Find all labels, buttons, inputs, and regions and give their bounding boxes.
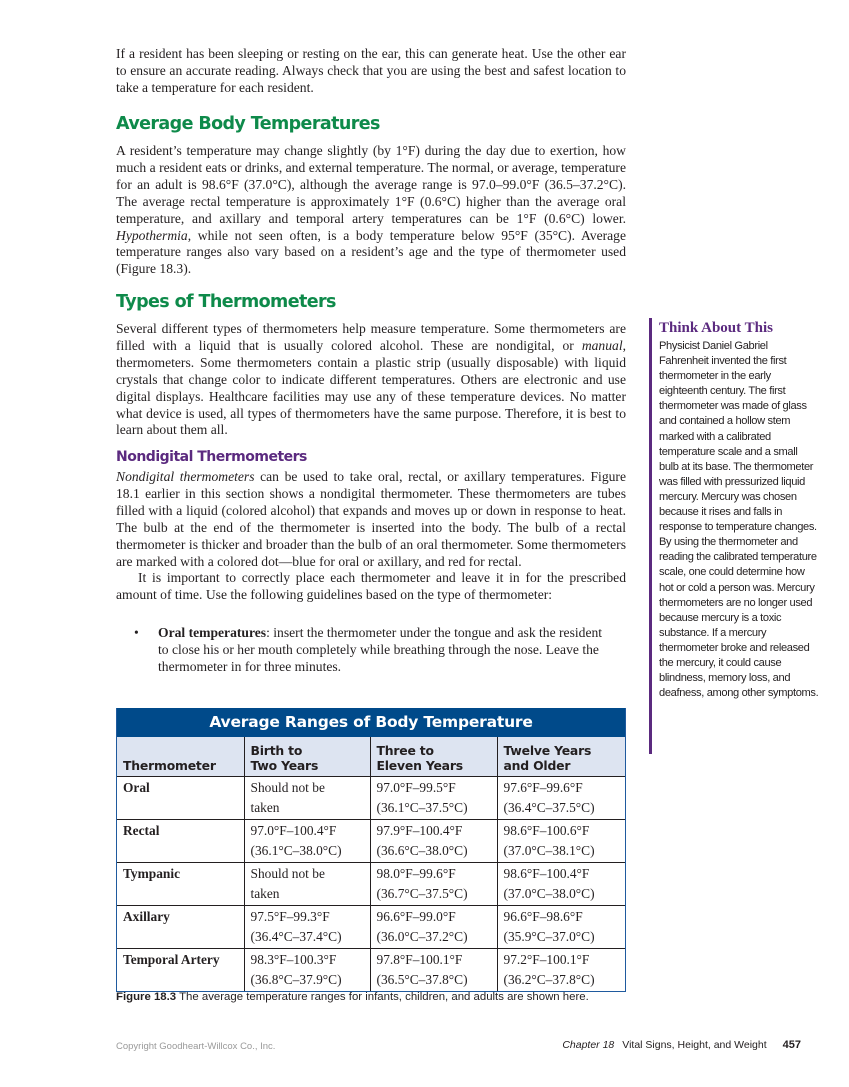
think-about-this-sidebar xyxy=(649,318,819,754)
cell-line-secondary: (36.2°C–37.8°C) xyxy=(503,972,595,987)
cell-line-primary: 97.9°F–100.4°F xyxy=(376,823,463,838)
sidebar-title: Think About This xyxy=(659,320,773,336)
cell-line-primary: 97.6°F–99.6°F xyxy=(503,780,583,795)
table-cell xyxy=(244,820,370,863)
cell-line-secondary: (36.4°C–37.4°C) xyxy=(250,929,342,944)
table-cell xyxy=(244,949,370,992)
table-cell xyxy=(370,820,497,863)
cell-line-primary: 97.2°F–100.1°F xyxy=(503,952,590,967)
types-paragraph xyxy=(116,321,626,439)
bullet-icon: • xyxy=(134,625,139,640)
table-header-row xyxy=(117,737,625,777)
table-row xyxy=(117,906,625,949)
column-header-thermometer xyxy=(117,737,244,777)
table-cell xyxy=(244,777,370,820)
average-temperatures-section xyxy=(116,143,626,278)
bullet-term: Oral temperatures xyxy=(158,625,267,640)
cell-line-primary: 98.6°F–100.6°F xyxy=(503,823,590,838)
heading-nondigital-thermometers: Nondigital Thermometers xyxy=(116,449,307,465)
cell-line-primary: 97.8°F–100.1°F xyxy=(376,952,463,967)
copyright-notice: Copyright Goodheart-Willcox Co., Inc. xyxy=(116,1041,276,1052)
cell-line-primary: Should not be xyxy=(250,866,325,881)
types-section xyxy=(116,321,626,439)
bullet-body: : insert the thermometer under the tongue and ask the resident to close his or her mouth completely while breathing through the nose. Leave the thermometer in for three minutes. xyxy=(158,625,603,674)
row-label: Axillary xyxy=(117,906,244,949)
chapter-title: Vital Signs, Height, and Weight xyxy=(622,1039,767,1051)
cell-line-secondary: (36.4°C–37.5°C) xyxy=(503,800,595,815)
table-grid xyxy=(117,737,625,991)
table-cell xyxy=(370,949,497,992)
term-nondigital-thermometers: Nondigital thermometers xyxy=(116,469,255,484)
guidelines-paragraph: It is important to correctly place each thermometer and leave it in for the prescribed amount of time. Use the following guidelines based on the type of thermometer: xyxy=(116,570,626,603)
paragraph-text: A resident’s temperature may change slightly (by 1°F) during the day due to exertion, how much a resident eats or drinks, and external temperature. The normal, or average, temperature for an adult is 98.6°F (37.0°C), although the average range is 97.0–99.0°F (36.5–37.2°C). The average rectal temperature is approximately 1°F (0.6°C) higher than the average oral temperature, and axillary and temporal artery temperatures can be 1°F (0.6°C) lower. xyxy=(116,143,626,226)
table-cell xyxy=(370,777,497,820)
cell-line-secondary: (36.1°C–38.0°C) xyxy=(250,843,342,858)
intro-section xyxy=(116,46,626,97)
column-header-birth-to-two xyxy=(244,737,370,777)
intro-paragraph: If a resident has been sleeping or resting on the ear, this can generate heat. Use the other ear to ensure an accurate reading. Always check that you are using the best and safest location to take a temperature for each resident. xyxy=(116,46,626,95)
page-number: 457 xyxy=(782,1039,801,1051)
cell-line-primary: 97.5°F–99.3°F xyxy=(250,909,330,924)
running-footer xyxy=(562,1039,801,1051)
table-cell xyxy=(370,906,497,949)
chapter-label: Chapter 18 xyxy=(562,1039,615,1051)
table-row xyxy=(117,777,625,820)
cell-line-secondary: (36.7°C–37.5°C) xyxy=(376,886,468,901)
cell-line-secondary: (36.1°C–37.5°C) xyxy=(376,800,468,815)
figure-caption xyxy=(116,991,589,1003)
table-title: Average Ranges of Body Temperature xyxy=(117,708,625,737)
average-temperatures-paragraph xyxy=(116,143,626,278)
row-label: Oral xyxy=(117,777,244,820)
cell-line-secondary: (36.6°C–38.0°C) xyxy=(376,843,468,858)
cell-line-secondary: (36.8°C–37.9°C) xyxy=(250,972,342,987)
header-line2: Thermometer xyxy=(123,758,216,773)
table-cell xyxy=(497,863,625,906)
cell-line-primary: Should not be xyxy=(250,780,325,795)
table-cell xyxy=(244,863,370,906)
header-line2: Eleven Years xyxy=(376,758,463,773)
nondigital-section xyxy=(116,469,626,604)
table-row xyxy=(117,863,625,906)
header-line1: Birth to xyxy=(250,743,303,758)
sidebar-text: Physicist Daniel Gabriel Fahrenheit invented the first thermometer in the early eighteenth century. The first thermometer was made of glass and contained a hollow stem marked with a calibrated temperature scale and a small bulb at its base. The thermometer was filled with pressurized liquid mercury. Mercury was chosen because it rises and falls in response to temperature changes. By using the thermometer and reading the calibrated temperature scale, one could determine how hot or cold a person was. Mercury thermometers are no longer used because mercury is a toxic substance. If a mercury thermometer broke and released the mercury, it could cause blindness, memory loss, and deafness, among other symptoms. xyxy=(659,340,819,700)
column-header-twelve-and-older xyxy=(497,737,625,777)
row-label: Tympanic xyxy=(117,863,244,906)
cell-line-primary: 96.6°F–99.0°F xyxy=(376,909,456,924)
header-line2: Two Years xyxy=(250,758,319,773)
paragraph-text: , thermometers. Some thermometers contain a plastic strip (usually disposable) with liquid crystals that change color to indicate different temperatures. Others are electronic and use digital displays. Healthcare facilities may use any of these temperature devices. No matter what device is used, all types of thermometers have the same purpose. Therefore, it is best to learn about them all. xyxy=(116,337,626,438)
paragraph-text: Several different types of thermometers help measure temperature. Some thermometers are filled with a liquid that is usually colored alcohol. These are nondigital, or xyxy=(116,321,626,353)
cell-line-primary: 98.0°F–99.6°F xyxy=(376,866,456,881)
cell-line-secondary: (37.0°C–38.0°C) xyxy=(503,886,595,901)
row-label: Rectal xyxy=(117,820,244,863)
table-row xyxy=(117,820,625,863)
cell-line-primary: 97.0°F–99.5°F xyxy=(376,780,456,795)
term-hypothermia: Hypothermia xyxy=(116,227,188,243)
table-cell xyxy=(370,863,497,906)
heading-types-of-thermometers: Types of Thermometers xyxy=(116,292,336,312)
paragraph-text: , while not seen often, is a body temperature below 95°F (35°C). Average temperature ranges also vary based on a resident’s age and the type of thermometer used (Figure 18.3). xyxy=(116,227,626,277)
table-row xyxy=(117,949,625,992)
table-cell xyxy=(497,906,625,949)
cell-line-secondary: taken xyxy=(250,886,280,901)
paragraph-text: can be used to take oral, rectal, or axillary temperatures. Figure 18.1 earlier in this section shows a nondigital thermometer. These thermometers are tubes filled with a liquid (colored alcohol) that expands and moves up or down in response to heat. The bulb at the end of the thermometer is inserted into the body. The bulb of a rectal thermometer is thicker and broader than the bulb of an oral thermometer. Some thermometers are marked with a colored dot—blue for oral or axillary, and red for rectal. xyxy=(116,469,626,569)
row-label: Temporal Artery xyxy=(117,949,244,992)
figure-label: Figure 18.3 xyxy=(116,991,177,1003)
term-manual: manual xyxy=(581,337,623,353)
table-cell xyxy=(497,949,625,992)
header-line1: Three to xyxy=(376,743,434,758)
header-line1: Twelve Years xyxy=(503,743,592,758)
column-header-three-to-eleven xyxy=(370,737,497,777)
bullet-oral-temperatures xyxy=(134,625,614,676)
heading-average-body-temperatures: Average Body Temperatures xyxy=(116,114,380,134)
cell-line-secondary: (36.5°C–37.8°C) xyxy=(376,972,468,987)
table-cell xyxy=(497,777,625,820)
cell-line-secondary: (35.9°C–37.0°C) xyxy=(503,929,595,944)
cell-line-secondary: (36.0°C–37.2°C) xyxy=(376,929,468,944)
temperature-ranges-table xyxy=(116,708,626,992)
cell-line-secondary: (37.0°C–38.1°C) xyxy=(503,843,595,858)
nondigital-paragraph xyxy=(116,469,626,570)
caption-text: The average temperature ranges for infants, children, and adults are shown here. xyxy=(176,991,589,1003)
cell-line-primary: 98.3°F–100.3°F xyxy=(250,952,337,967)
table-cell xyxy=(497,820,625,863)
bullet-text xyxy=(158,625,614,676)
header-line2: and Older xyxy=(503,758,571,773)
cell-line-primary: 96.6°F–98.6°F xyxy=(503,909,583,924)
cell-line-primary: 97.0°F–100.4°F xyxy=(250,823,337,838)
cell-line-primary: 98.6°F–100.4°F xyxy=(503,866,590,881)
table-cell xyxy=(244,906,370,949)
cell-line-secondary: taken xyxy=(250,800,280,815)
